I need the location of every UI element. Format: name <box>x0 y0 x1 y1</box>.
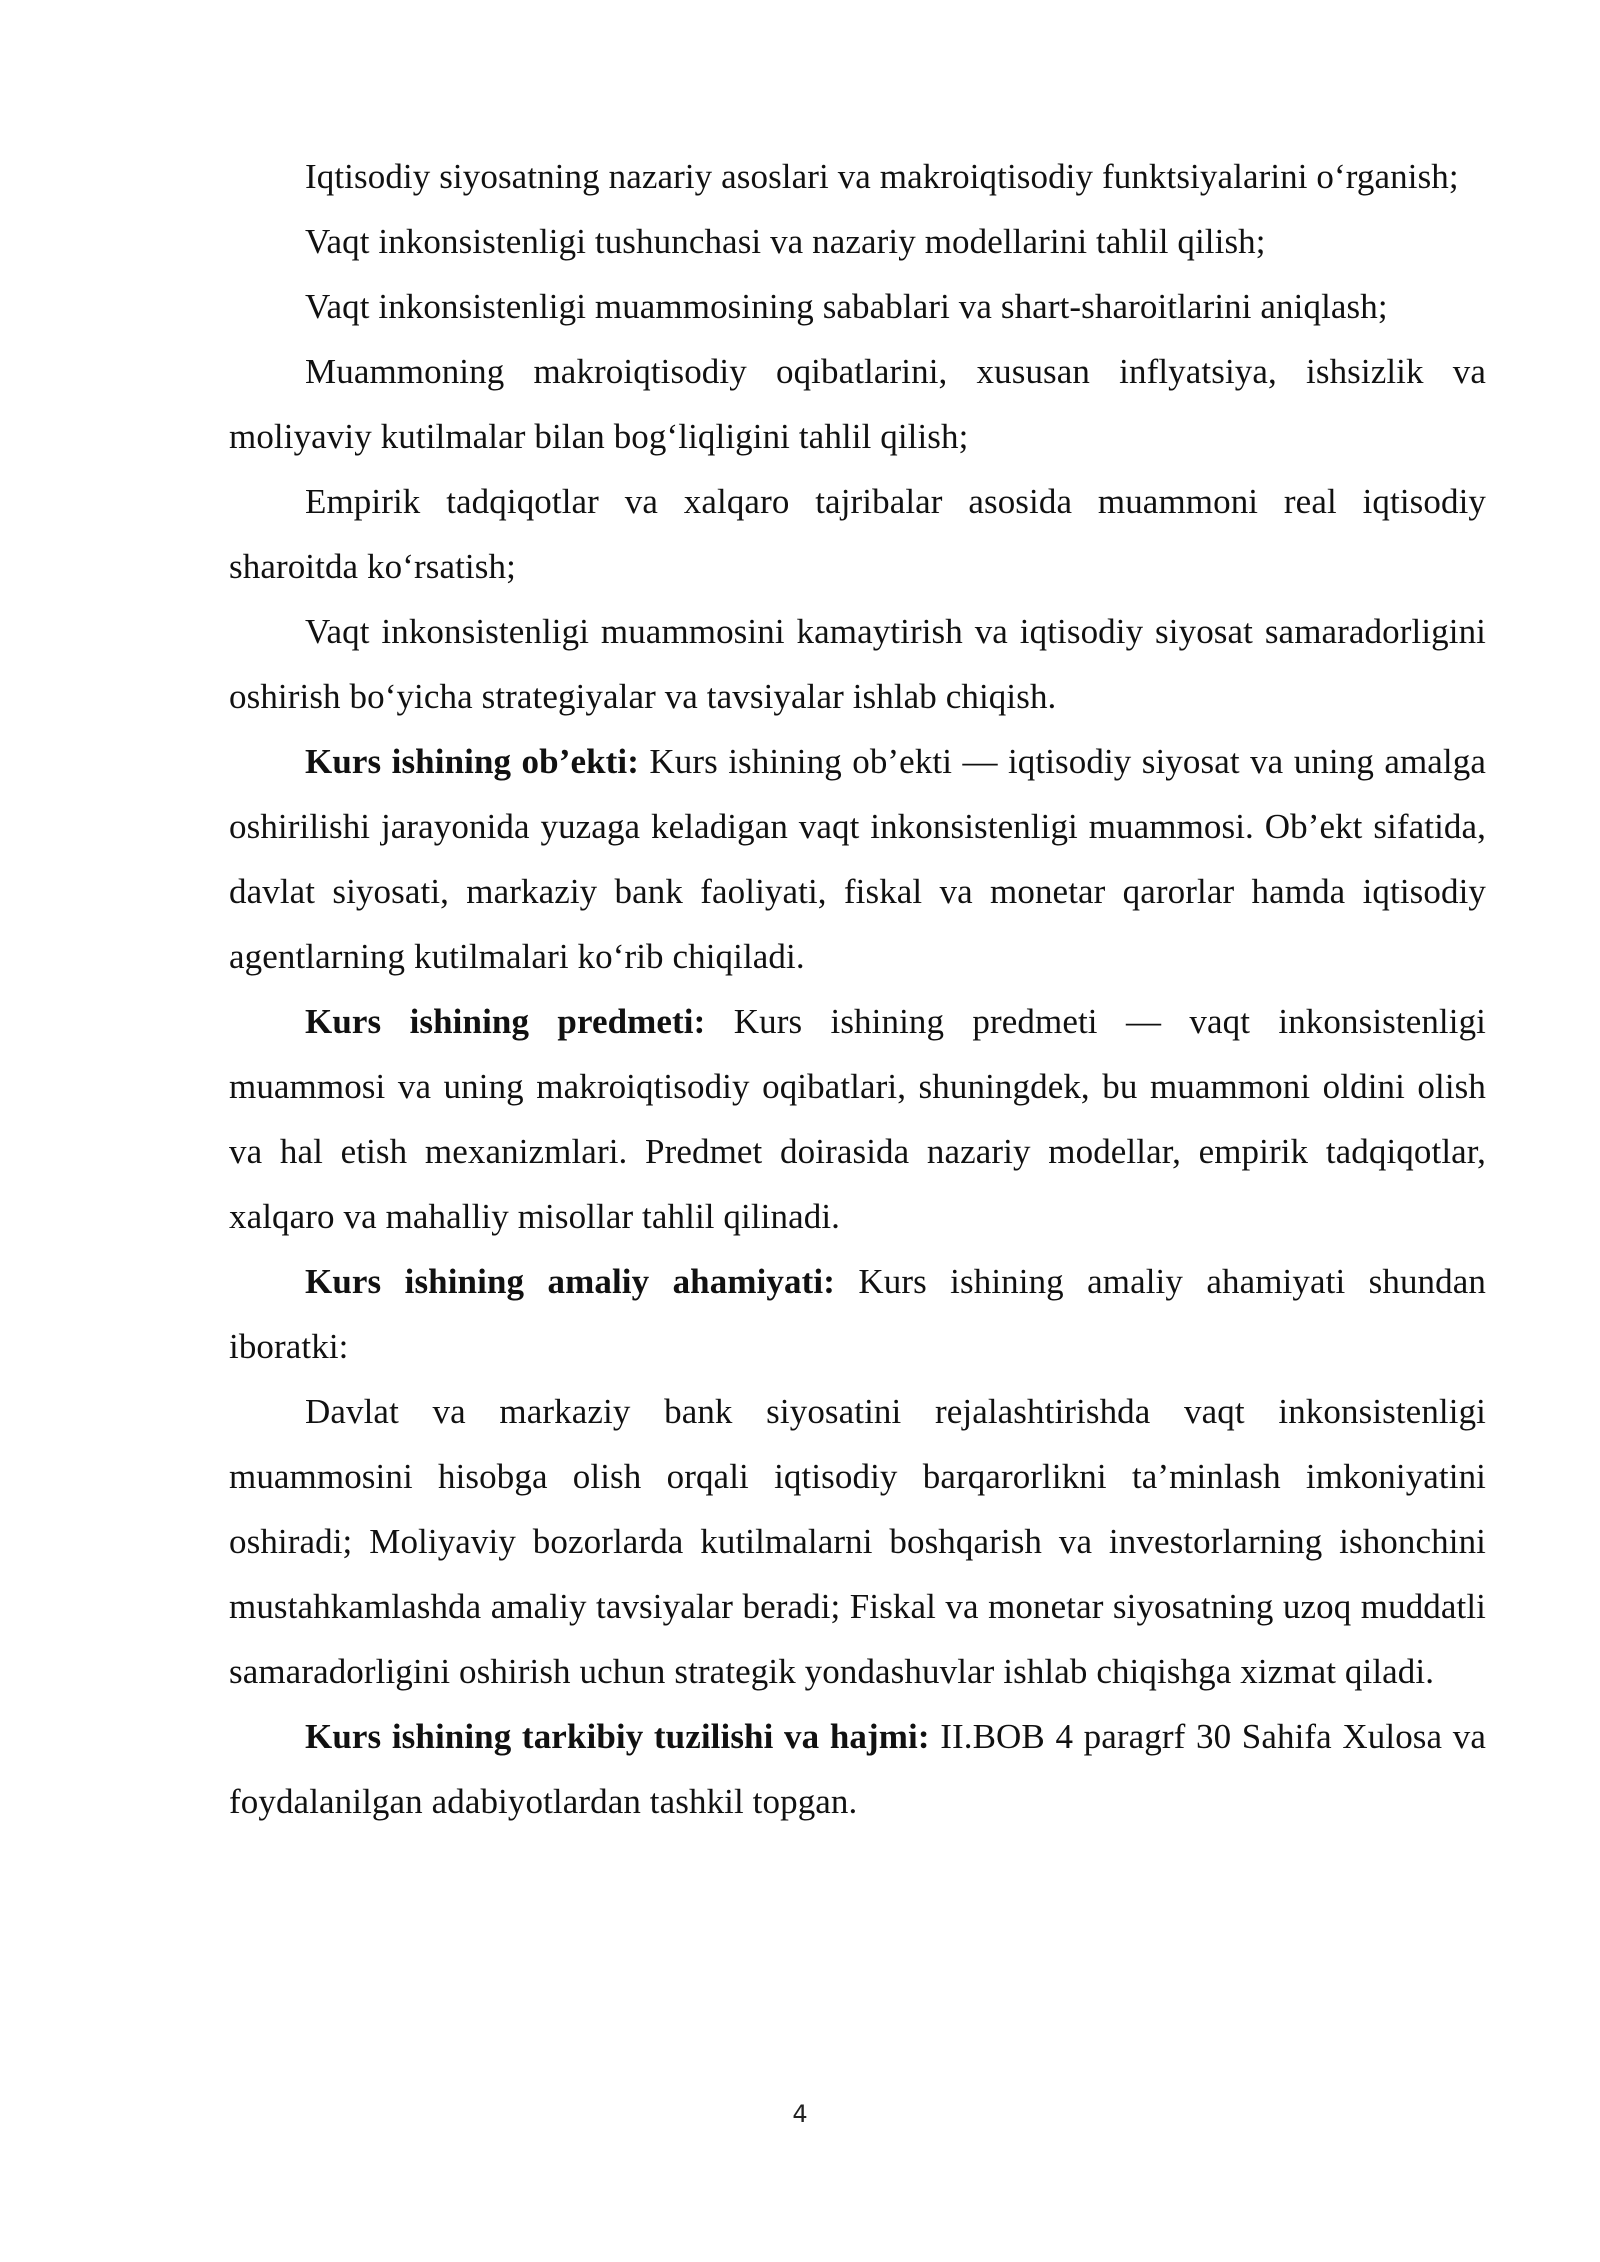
objective-item-2 <box>229 209 1486 274</box>
objective-item-6 <box>229 599 1486 729</box>
subject-paragraph <box>229 989 1486 1249</box>
paragraph-text: Kurs ishining predmeti — vaqt inkonsistenligi muammosi va uning makroiqtisodiy oqibatlari, shuningdek, bu muammoni oldini olish va hal etish mexanizmlari. Predmet doirasida nazariy modellar, empirik tadqiqotlar, xalqaro va mahalliy misollar tahlil qilinadi. <box>229 1002 1486 1236</box>
structure-paragraph <box>229 1704 1486 1834</box>
structure-heading: Kurs ishining tarkibiy tuzilishi va hajmi: <box>305 1717 930 1756</box>
paragraph-text: Kurs ishining ob’ekti — iqtisodiy siyosat va uning amalga oshirilishi jarayonida yuzaga keladigan vaqt inkonsistenligi muammosi. Ob’ekt sifatida, davlat siyosati, markaziy bank faoliyati, fiskal va monetar qarorlar hamda iqtisodiy agentlarning kutilmalari ko‘rib chiqiladi. <box>229 742 1486 976</box>
practical-significance-heading: Kurs ishining amaliy ahamiyati: <box>305 1262 835 1301</box>
objective-item-1 <box>229 144 1486 209</box>
paragraph-text: Muammoning makroiqtisodiy oqibatlarini, xususan inflyatsiya, ishsizlik va moliyaviy kutilmalar bilan bog‘liqligini tahlil qilish; <box>229 352 1486 456</box>
paragraph-text: Vaqt inkonsistenligi tushunchasi va nazariy modellarini tahlil qilish; <box>305 222 1266 261</box>
object-paragraph <box>229 729 1486 989</box>
document-body <box>229 144 1486 1834</box>
objective-item-5 <box>229 469 1486 599</box>
paragraph-text: Vaqt inkonsistenligi muammosini kamaytirish va iqtisodiy siyosat samaradorligini oshirish bo‘yicha strategiyalar va tavsiyalar ishlab chiqish. <box>229 612 1486 716</box>
paragraph-text: Kurs ishining amaliy ahamiyati shundan iboratki: <box>229 1262 1486 1366</box>
paragraph-text: Iqtisodiy siyosatning nazariy asoslari va makroiqtisodiy funktsiyalarini o‘rganish; <box>305 157 1459 196</box>
page-number: 4 <box>792 2100 808 2128</box>
subject-heading: Kurs ishining predmeti: <box>305 1002 706 1041</box>
paragraph-text: II.BOB 4 paragrf 30 Sahifa Xulosa va foydalanilgan adabiyotlardan tashkil topgan. <box>229 1717 1486 1821</box>
objective-item-4 <box>229 339 1486 469</box>
objective-item-3 <box>229 274 1486 339</box>
paragraph-text: Vaqt inkonsistenligi muammosining sabablari va shart-sharoitlarini aniqlash; <box>305 287 1388 326</box>
paragraph-text: Empirik tadqiqotlar va xalqaro tajribalar asosida muammoni real iqtisodiy sharoitda ko‘rsatish; <box>229 482 1486 586</box>
practical-significance-paragraph <box>229 1249 1486 1379</box>
paragraph-text: Davlat va markaziy bank siyosatini rejalashtirishda vaqt inkonsistenligi muammosini hisobga olish orqali iqtisodiy barqarorlikni ta’minlash imkoniyatini oshiradi; Moliyaviy bozorlarda kutilmalarni boshqarish va investorlarning ishonchini mustahkamlashda amaliy tavsiyalar beradi; Fiskal va monetar siyosatning uzoq muddatli samaradorligini oshirish uchun strategik yondashuvlar ishlab chiqishga xizmat qiladi. <box>229 1392 1486 1691</box>
object-heading: Kurs ishining ob’ekti: <box>305 742 639 781</box>
practical-significance-details <box>229 1379 1486 1704</box>
